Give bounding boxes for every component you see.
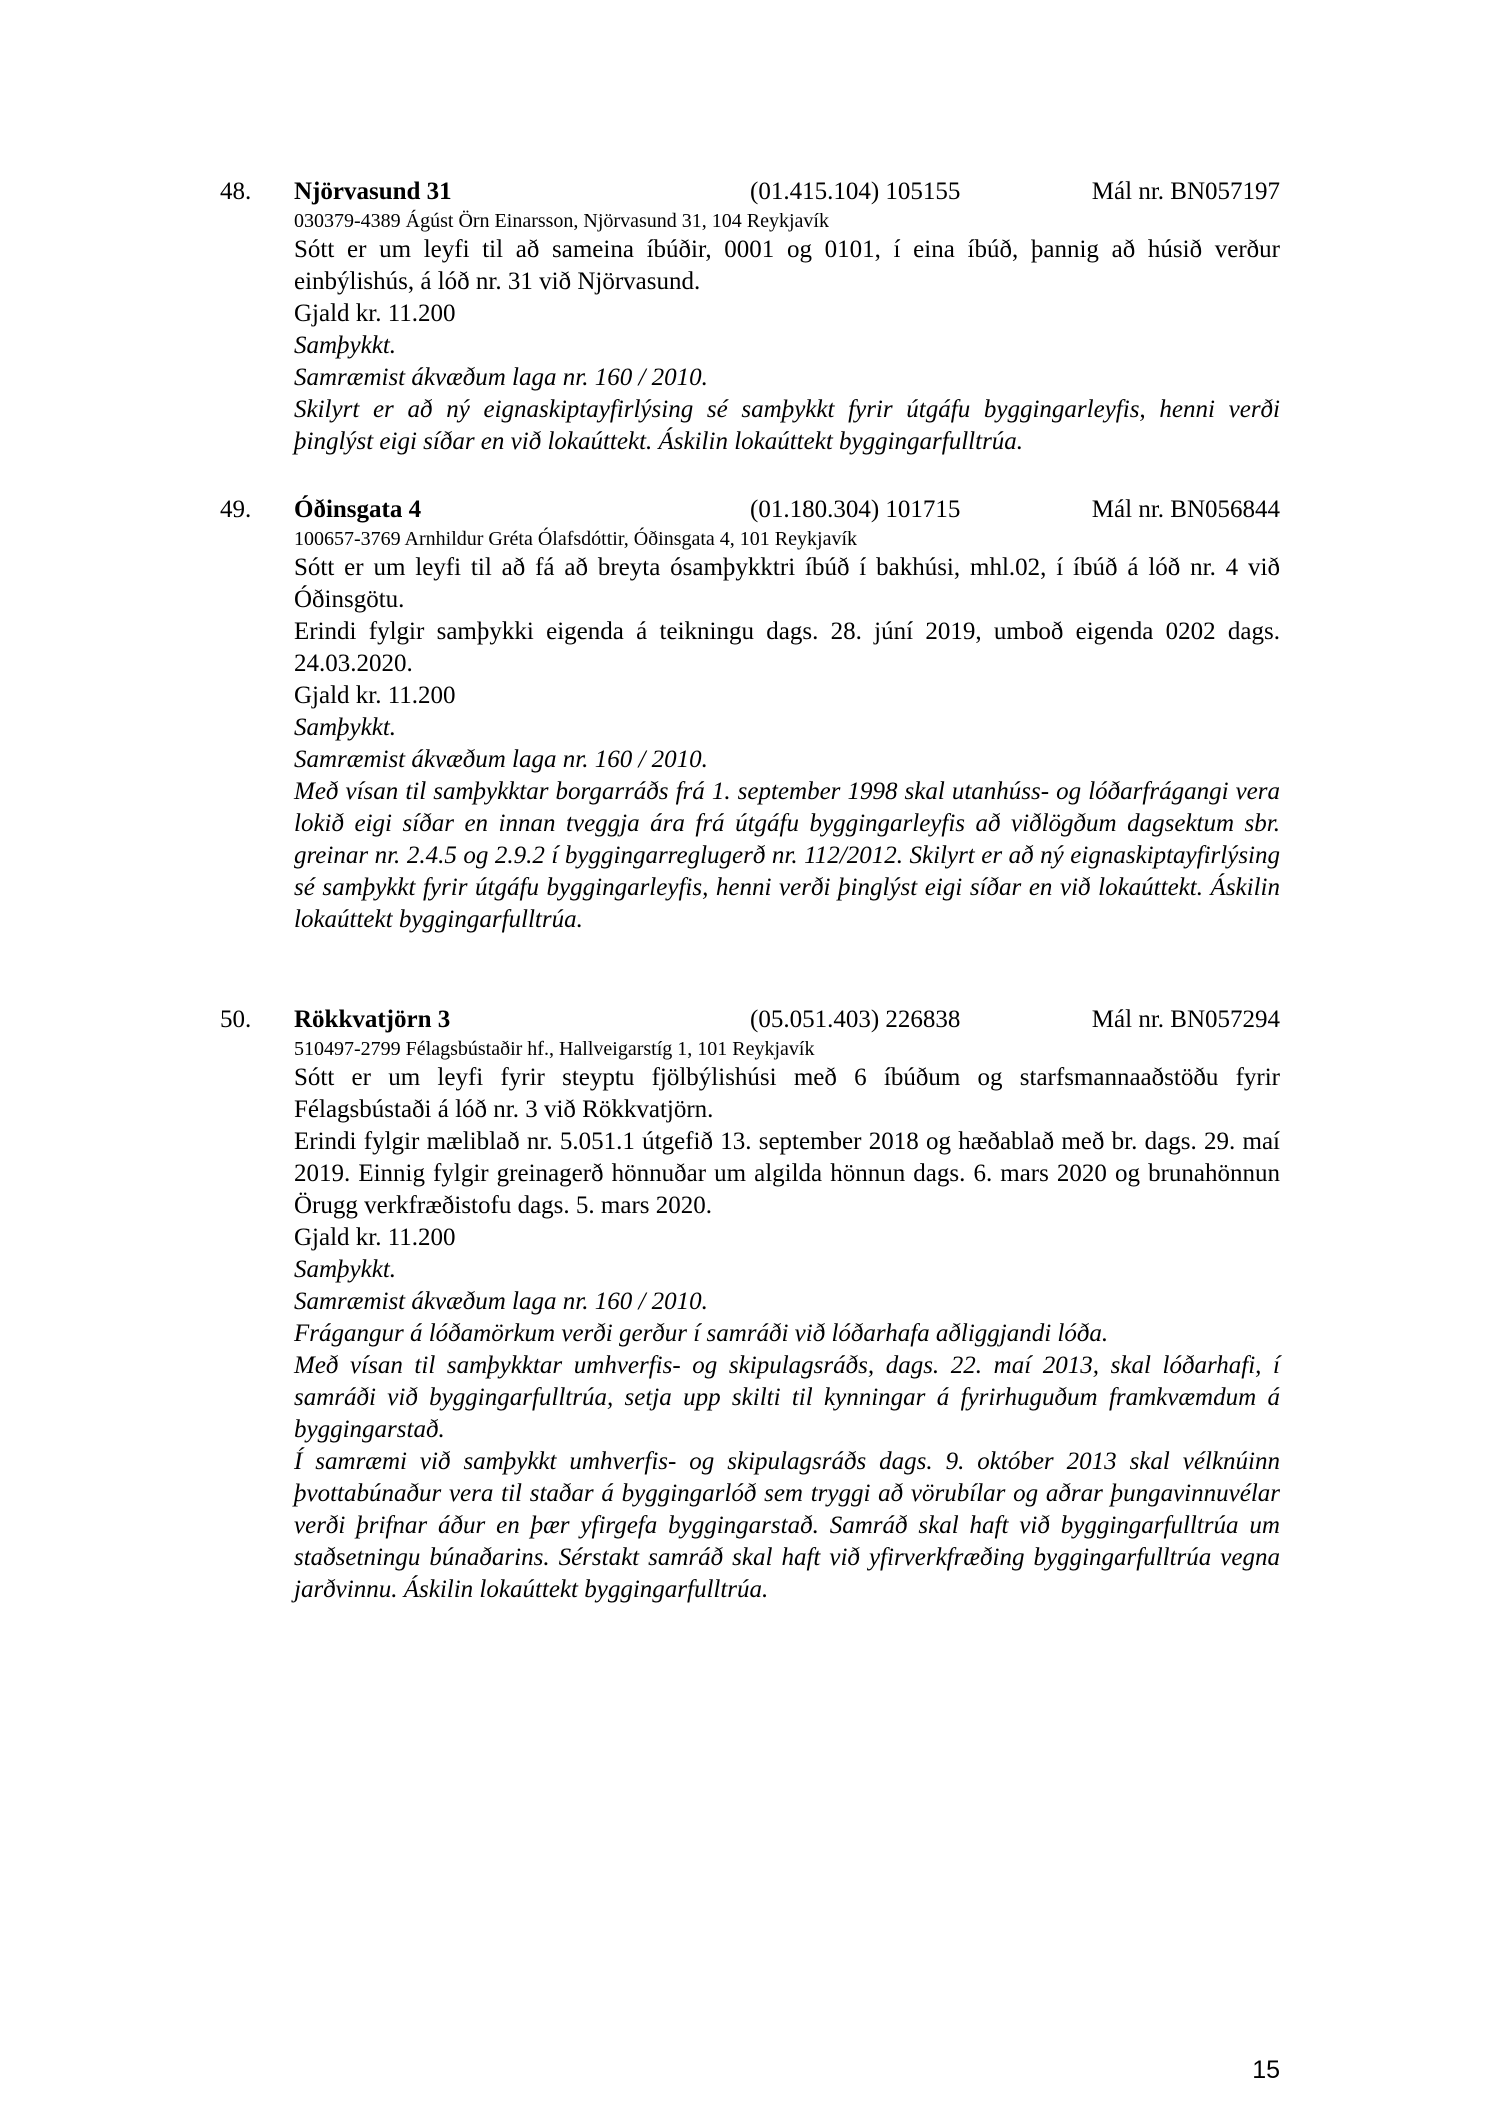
property-code: (01.180.304) 101715: [750, 496, 961, 523]
item-number: 49.: [220, 496, 252, 523]
paragraph: Samþykkt.: [294, 714, 397, 741]
paragraph: Gjald kr. 11.200: [294, 1224, 456, 1251]
applicant-line: 510497-2799 Félagsbústaðir hf., Hallveigarstíg 1, 101 Reykjavík: [294, 1038, 815, 1060]
applicant-line: 030379-4389 Ágúst Örn Einarsson, Njörvasund 31, 104 Reykjavík: [294, 210, 829, 232]
applicant-line: 100657-3769 Arnhildur Gréta Ólafsdóttir, Óðinsgata 4, 101 Reykjavík: [294, 528, 857, 550]
item-body: [294, 1036, 1280, 1606]
case-number: Mál nr. BN056844: [1091, 496, 1280, 523]
paragraph: Frágangur á lóðamörkum verði gerður í samráði við lóðarhafa aðliggjandi lóða.: [294, 1320, 1109, 1347]
paragraph: Samræmist ákvæðum laga nr. 160 / 2010.: [294, 1288, 708, 1315]
case-number: Mál nr. BN057197: [1091, 178, 1280, 205]
item-header: [220, 1004, 1280, 1036]
property-code: (01.415.104) 105155: [750, 178, 961, 205]
paragraph: Skilyrt er að ný eignaskiptayfirlýsing sé samþykkt fyrir útgáfu byggingarleyfis, henni verði þinglýst eigi síðar en við lokaúttekt. Áskilin lokaúttekt byggingarfulltrúa.: [294, 396, 1280, 455]
paragraph: Með vísan til samþykktar umhverfis- og skipulagsráðs, dags. 22. maí 2013, skal lóðarhafi, í samráði við byggingarfulltrúa, setja upp skilti til kynningar á fyrirhuguðum framkvæmdum á byggingarstað.: [294, 1352, 1280, 1443]
item-number: 48.: [220, 178, 252, 205]
paragraph: Erindi fylgir samþykki eigenda á teikningu dags. 28. júní 2019, umboð eigenda 0202 dags. 24.03.2020.: [294, 618, 1280, 677]
agenda-item-50: [220, 1004, 1280, 1606]
item-address: Rökkvatjörn 3: [294, 1006, 451, 1033]
paragraph: Með vísan til samþykktar borgarráðs frá 1. september 1998 skal utanhúss- og lóðarfrágangi vera lokið eigi síðar en innan tveggja ára frá útgáfu byggingarleyfis að viðlögðum dagsektum sbr. greinar nr. 2.4.5 og 2.9.2 í byggingarreglugerð nr. 112/2012. Skilyrt er að ný eignaskiptayfirlýsing sé samþykkt fyrir útgáfu byggingarleyfis, henni verði þinglýst eigi síðar en við lokaúttekt. Áskilin lokaúttekt byggingarfulltrúa.: [294, 778, 1280, 933]
agenda-item-48: [220, 176, 1280, 458]
paragraph: Samþykkt.: [294, 332, 397, 359]
item-body: [294, 526, 1280, 936]
case-number: Mál nr. BN057294: [1091, 1006, 1280, 1033]
item-number: 50.: [220, 1006, 252, 1033]
paragraph: Gjald kr. 11.200: [294, 682, 456, 709]
paragraph: Samþykkt.: [294, 1256, 397, 1283]
page-number: 15: [1252, 2056, 1280, 2084]
paragraph: Samræmist ákvæðum laga nr. 160 / 2010.: [294, 746, 708, 773]
agenda-item-49: [220, 494, 1280, 936]
property-code: (05.051.403) 226838: [750, 1006, 961, 1033]
paragraph: Erindi fylgir mæliblað nr. 5.051.1 útgefið 13. september 2018 og hæðablað með br. dags. 29. maí 2019. Einnig fylgir greinagerð hönnuðar um algilda hönnun dags. 6. mars 2020 og brunahönnun Örugg verkfræðistofu dags. 5. mars 2020.: [294, 1128, 1280, 1219]
paragraph: Samræmist ákvæðum laga nr. 160 / 2010.: [294, 364, 708, 391]
item-address: Óðinsgata 4: [294, 496, 422, 523]
item-header: [220, 494, 1280, 526]
item-body: [294, 208, 1280, 458]
paragraph: Í samræmi við samþykkt umhverfis- og skipulagsráðs dags. 9. október 2013 skal vélknúinn þvottabúnaður vera til staðar á byggingarlóð sem tryggi að vörubílar og aðrar þungavinnuvélar verði þrifnar áður en þær yfirgefa byggingarstað. Samráð skal haft við byggingarfulltrúa um staðsetningu búnaðarins. Sérstakt samráð skal haft við yfirverkfræðing byggingarfulltrúa vegna jarðvinnu. Áskilin lokaúttekt byggingarfulltrúa.: [294, 1448, 1280, 1603]
paragraph: Sótt er um leyfi fyrir steyptu fjölbýlishúsi með 6 íbúðum og starfsmannaaðstöðu fyrir Félagsbústaði á lóð nr. 3 við Rökkvatjörn.: [294, 1064, 1280, 1123]
item-header: [220, 176, 1280, 208]
paragraph: Gjald kr. 11.200: [294, 300, 456, 327]
paragraph: Sótt er um leyfi til að fá að breyta ósamþykktri íbúð í bakhúsi, mhl.02, í íbúð á lóð nr. 4 við Óðinsgötu.: [294, 554, 1280, 613]
paragraph: Sótt er um leyfi til að sameina íbúðir, 0001 og 0101, í eina íbúð, þannig að húsið verður einbýlishús, á lóð nr. 31 við Njörvasund.: [294, 236, 1280, 295]
item-address: Njörvasund 31: [294, 178, 452, 205]
